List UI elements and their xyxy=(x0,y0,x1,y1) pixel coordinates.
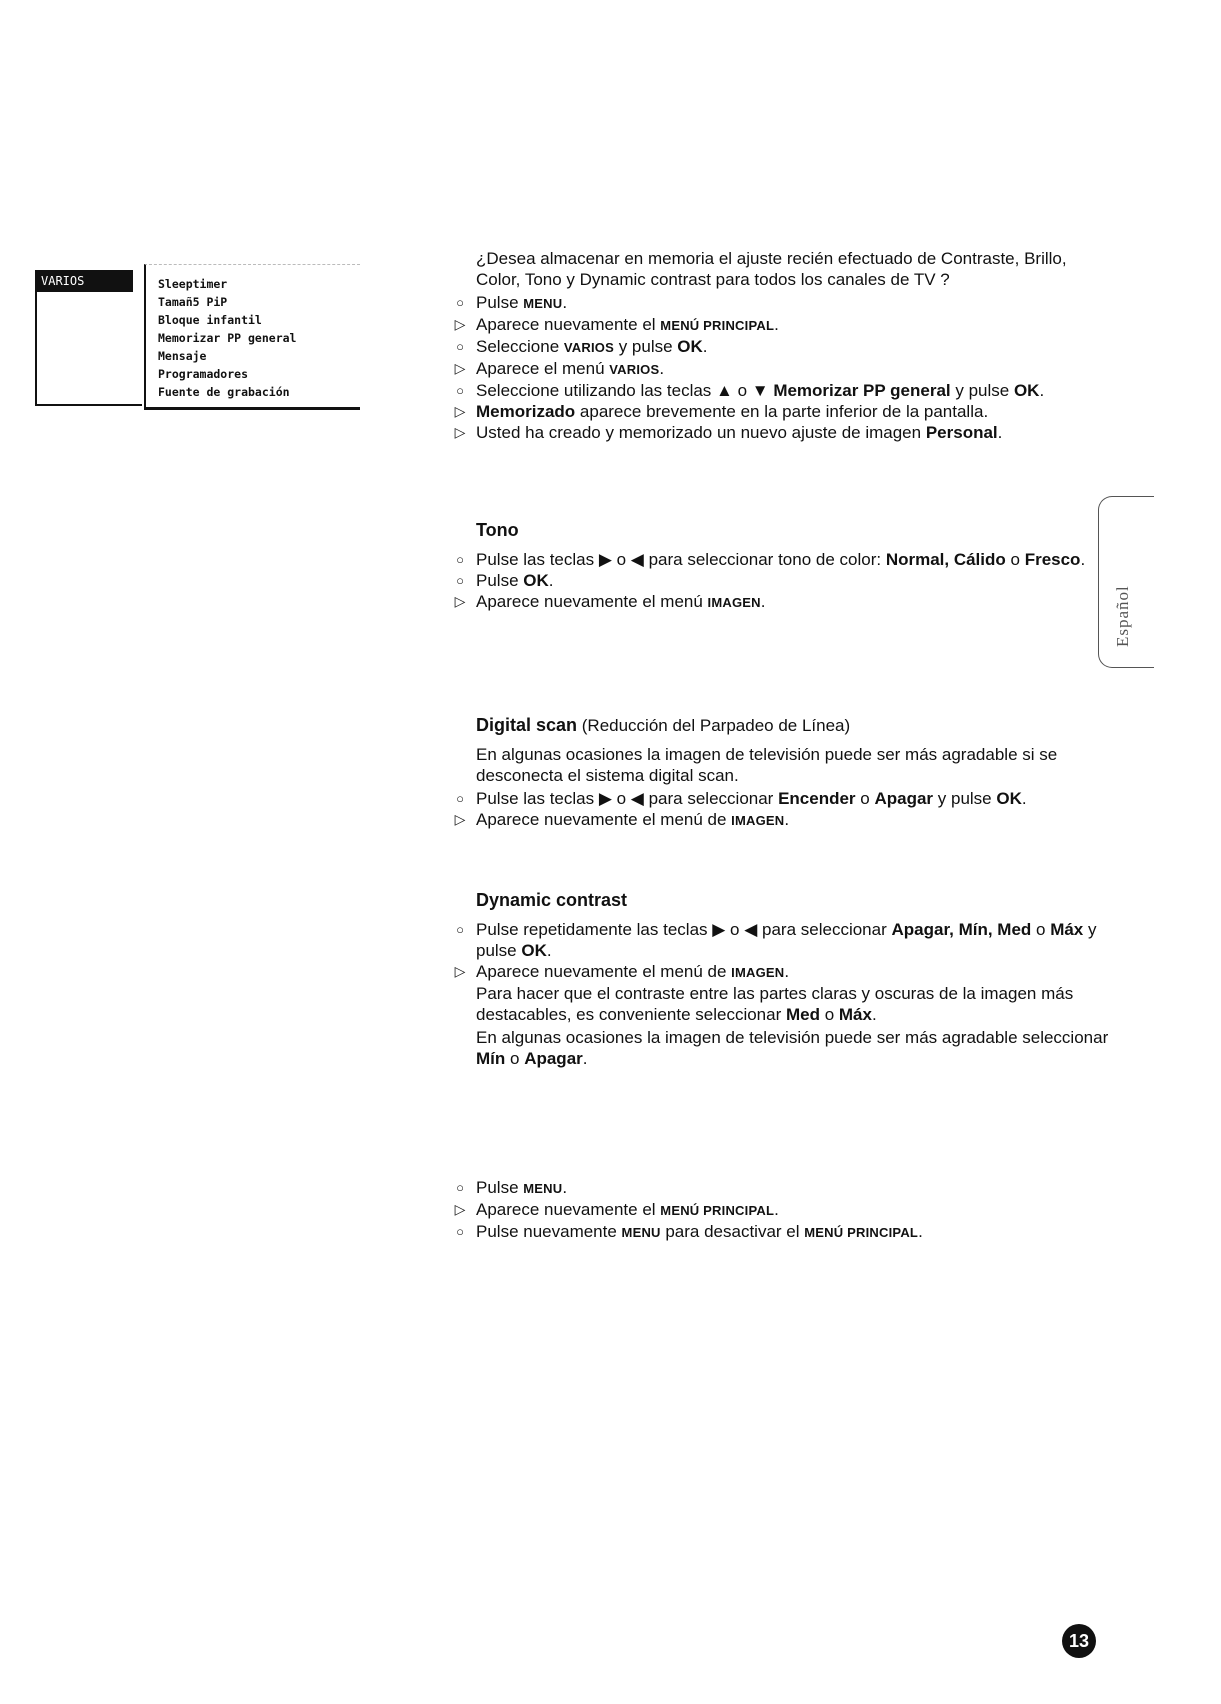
osd-menu-item: Memorizar PP general xyxy=(158,331,297,345)
step-item: ○ Pulse nuevamente MENU para desactivar el MENÚ PRINCIPAL. xyxy=(452,1221,1112,1243)
tono-section xyxy=(452,520,1112,613)
result-item: ▷ Aparece el menú VARIOS. xyxy=(452,358,1112,380)
step-marker: ○ xyxy=(456,339,464,354)
osd-active-tab: VARIOS xyxy=(35,270,133,292)
language-side-tab xyxy=(1098,496,1154,668)
memorize-intro: ¿Desea almacenar en memoria el ajuste recién efectuado de Contraste, Brillo, Color, Tono y Dynamic contrast para todos los canales de TV ? xyxy=(476,249,1067,289)
osd-menu-panel xyxy=(144,264,360,410)
step-marker: ○ xyxy=(456,1224,464,1239)
memorize-steps xyxy=(452,292,1112,443)
digital-intro: En algunas ocasiones la imagen de televisión puede ser más agradable si se desconecta el sistema digital scan. xyxy=(476,745,1058,785)
step-marker: ○ xyxy=(456,573,464,588)
step-item: ○ Pulse MENU. xyxy=(452,1177,1112,1199)
step-item: ○ Seleccione VARIOS y pulse OK. xyxy=(452,336,1112,358)
osd-menu-item: Programadores xyxy=(158,367,249,381)
osd-menu-item: Mensaje xyxy=(158,349,207,363)
step-item: ○ Pulse OK. xyxy=(452,570,1112,591)
result-marker: ▷ xyxy=(454,316,466,332)
step-marker: ○ xyxy=(456,922,464,937)
result-item: ▷ Aparece nuevamente el menú de IMAGEN. xyxy=(452,809,1112,831)
result-item: ▷ Aparece nuevamente el menú de IMAGEN. xyxy=(452,961,1112,983)
result-item: ▷ Usted ha creado y memorizado un nuevo ajuste de imagen Personal. xyxy=(452,422,1112,443)
memorize-section xyxy=(452,248,1112,443)
exit-section xyxy=(452,1177,1112,1243)
osd-menu-item: Fuente de grabación xyxy=(158,385,290,399)
exit-steps xyxy=(452,1177,1112,1243)
result-item: ▷ Aparece nuevamente el MENÚ PRINCIPAL. xyxy=(452,1199,1112,1221)
section-title: Tono xyxy=(476,520,519,540)
section-title: Dynamic contrast xyxy=(476,890,628,910)
result-marker: ▷ xyxy=(454,424,466,440)
result-marker: ▷ xyxy=(454,360,466,376)
step-marker: ○ xyxy=(456,295,464,310)
result-marker: ▷ xyxy=(454,811,466,827)
osd-menu-item: Sleeptimer xyxy=(158,277,228,291)
result-item: ▷ Aparece nuevamente el MENÚ PRINCIPAL. xyxy=(452,314,1112,336)
dynamic-steps xyxy=(452,919,1112,983)
digital-scan-section xyxy=(452,715,1112,831)
dynamic-note: En algunas ocasiones la imagen de televisión puede ser más agradable seleccionar Mín o Apagar. xyxy=(476,1028,1109,1068)
digital-steps xyxy=(452,788,1112,831)
osd-menu-item: Tamañ5 PiP xyxy=(158,295,228,309)
step-marker: ○ xyxy=(456,791,464,806)
step-item: ○ Pulse las teclas ▶ o ◀ para seleccionar tono de color: Normal, Cálido o Fresco. xyxy=(452,549,1112,570)
result-marker: ▷ xyxy=(454,1201,466,1217)
step-item: ○ Pulse repetidamente las teclas ▶ o ◀ para seleccionar Apagar, Mín, Med o Máx y pulse OK. xyxy=(452,919,1112,961)
step-marker: ○ xyxy=(456,552,464,567)
dynamic-contrast-section xyxy=(452,890,1112,1071)
result-marker: ▷ xyxy=(454,963,466,979)
result-marker: ▷ xyxy=(454,593,466,609)
step-item: ○ Pulse MENU. xyxy=(452,292,1112,314)
result-item: ▷ Aparece nuevamente el menú IMAGEN. xyxy=(452,591,1112,613)
result-marker: ▷ xyxy=(454,403,466,419)
step-item: ○ Seleccione utilizando las teclas ▲ o ▼ Memorizar PP general y pulse OK. xyxy=(452,380,1112,401)
page-number: 13 xyxy=(1062,1624,1096,1658)
step-marker: ○ xyxy=(456,1180,464,1195)
section-title: Digital scan (Reducción del Parpadeo de Línea) xyxy=(476,715,851,735)
osd-menu-item: Bloque infantil xyxy=(158,313,262,327)
step-marker: ○ xyxy=(456,383,464,398)
dynamic-note: Para hacer que el contraste entre las partes claras y oscuras de la imagen más destacables, es conveniente seleccionar Med o Máx. xyxy=(476,984,1074,1024)
step-item: ○ Pulse las teclas ▶ o ◀ para seleccionar Encender o Apagar y pulse OK. xyxy=(452,788,1112,809)
language-label: Español xyxy=(1113,585,1132,647)
result-item: ▷ Memorizado aparece brevemente en la parte inferior de la pantalla. xyxy=(452,401,1112,422)
osd-menu-list xyxy=(146,265,360,401)
tono-steps xyxy=(452,549,1112,613)
